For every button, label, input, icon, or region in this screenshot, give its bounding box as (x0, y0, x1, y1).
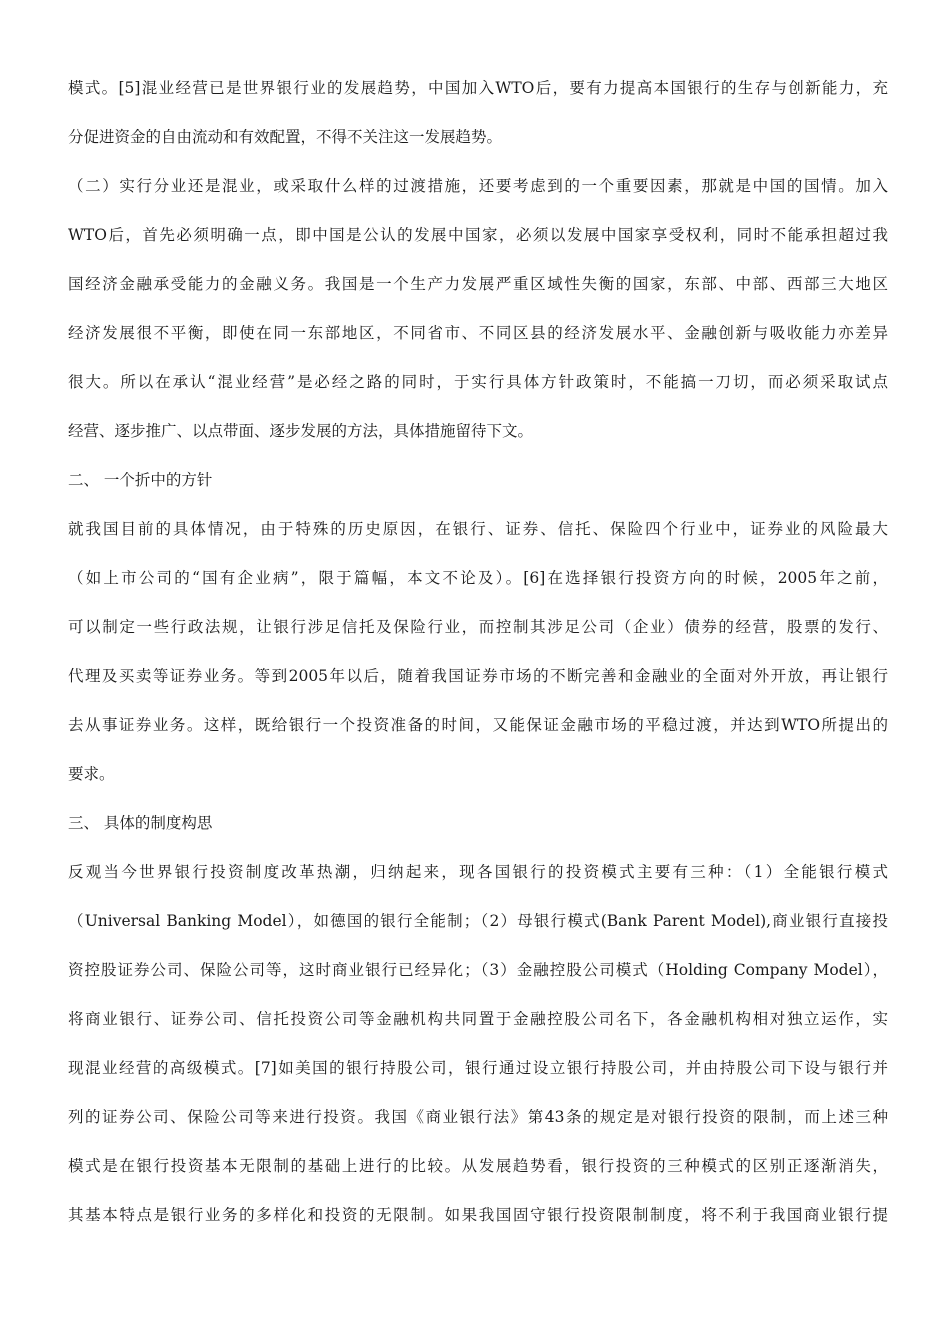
text-line: 现混业经营的高级模式。[7]如美国的银行持股公司，银行通过设立银行持股公司，并由持股公司下设与银行并 (68, 1059, 888, 1077)
text-line: 将商业银行、证券公司、信托投资公司等金融机构共同置于金融控股公司名下，各金融机构相对独立运作，实 (68, 1010, 888, 1028)
text-line: 分促进资金的自由流动和有效配置，不得不关注这一发展趋势。 (68, 128, 503, 146)
text-line: 经济发展很不平衡，即使在同一东部地区，不同省市、不同区县的经济发展水平、金融创新与吸收能力亦差异 (68, 324, 888, 342)
text-line: 要求。 (68, 765, 115, 783)
text-line: （二）实行分业还是混业，或采取什么样的过渡措施，还要考虑到的一个重要因素，那就是中国的国情。加入 (68, 177, 888, 195)
document-page (68, 70, 888, 1246)
text-line: 代理及买卖等证券业务。等到2005年以后，随着我国证券市场的不断完善和金融业的全面对外开放，再让银行 (68, 667, 888, 685)
text-line: 资控股证券公司、保险公司等，这时商业银行已经异化；（3）金融控股公司模式（Holding Company Model）， (68, 961, 888, 979)
text-line: 其基本特点是银行业务的多样化和投资的无限制。如果我国固守银行投资限制制度，将不利于我国商业银行提 (68, 1206, 888, 1224)
text-line: 列的证券公司、保险公司等来进行投资。我国《商业银行法》第43条的规定是对银行投资的限制，而上述三种 (68, 1108, 888, 1126)
text-line: 去从事证券业务。这样，既给银行一个投资准备的时间，又能保证金融市场的平稳过渡，并达到WTO所提出的 (68, 716, 888, 734)
text-line: 反观当今世界银行投资制度改革热潮，归纳起来，现各国银行的投资模式主要有三种：（1）全能银行模式 (68, 863, 888, 881)
text-line: 可以制定一些行政法规，让银行涉足信托及保险行业，而控制其涉足公司（企业）债券的经营，股票的发行、 (68, 618, 888, 636)
text-line: 三、 具体的制度构思 (68, 814, 213, 832)
text-line: 国经济金融承受能力的金融义务。我国是一个生产力发展严重区域性失衡的国家，东部、中部、西部三大地区 (68, 275, 888, 293)
text-line: WTO后，首先必须明确一点，即中国是公认的发展中国家，必须以发展中国家享受权利，同时不能承担超过我 (68, 226, 888, 244)
text-line: 就我国目前的具体情况，由于特殊的历史原因，在银行、证券、信托、保险四个行业中，证券业的风险最大 (68, 520, 888, 538)
text-line: 二、 一个折中的方针 (68, 471, 213, 489)
text-line: （Universal Banking Model），如德国的银行全能制；（2）母银行模式(Bank Parent Model),商业银行直接投 (68, 912, 888, 930)
text-line: 模式。[5]混业经营已是世界银行业的发展趋势，中国加入WTO后，要有力提高本国银行的生存与创新能力，充 (68, 79, 888, 97)
text-line: 模式是在银行投资基本无限制的基础上进行的比较。从发展趋势看，银行投资的三种模式的区别正逐渐消失， (68, 1157, 888, 1175)
text-line: 经营、逐步推广、以点带面、逐步发展的方法，具体措施留待下文。 (68, 422, 534, 440)
text-line: （如上市公司的“国有企业病”，限于篇幅，本文不论及）。[6]在选择银行投资方向的时候，2005年之前， (68, 569, 888, 587)
text-line: 很大。所以在承认“混业经营”是必经之路的同时，于实行具体方针政策时，不能搞一刀切，而必须采取试点 (68, 373, 888, 391)
